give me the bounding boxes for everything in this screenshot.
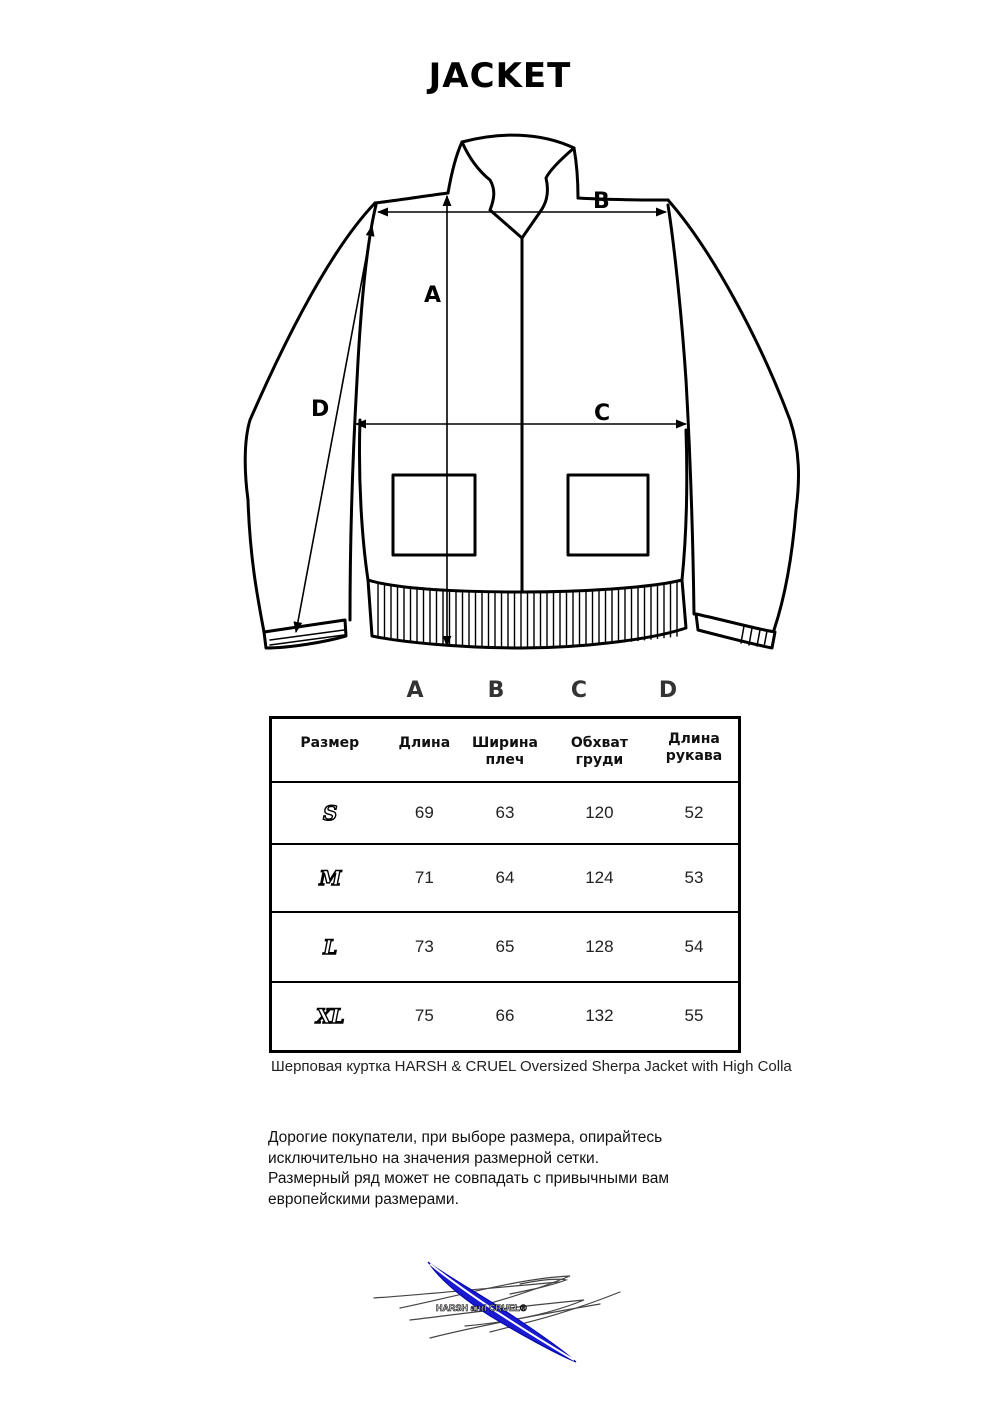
note-line: Дорогие покупатели, при выборе размера, опирайтесь [268,1129,663,1146]
length-cell: 73 [414,936,434,956]
header-size: Размер [300,735,360,751]
collar-right-fold [522,148,574,238]
product-caption: Шерповая куртка HARSH & CRUEL Oversized Sherpa Jacket with High Colla [271,1058,792,1075]
sleeve-cell: 54 [684,936,704,956]
left-pocket [393,475,475,555]
column-letter-b: B [487,678,505,703]
sleeve-cell: 52 [684,802,704,822]
sizing-note [268,1128,738,1210]
table-row [271,782,740,844]
body-right-side [682,430,687,580]
right-pocket [568,475,648,555]
header-length: Длина [398,735,451,751]
body-left-side [359,420,368,580]
brand-logo [370,1258,630,1368]
header-shoulder: Ширина плеч [471,735,538,768]
right-sleeve-inner [668,205,694,614]
table-row [271,912,740,982]
collar-outline [448,135,578,198]
note-line: Размерный ряд может не совпадать с привычными вам [268,1170,670,1187]
column-letter-d: D [658,678,678,703]
chest-cell: 120 [585,802,614,822]
note-line: исключительно на значения размерной сетки. [268,1149,600,1167]
chest-cell: 128 [585,936,614,956]
label-b: B [593,189,610,214]
size-cell: S [323,800,337,825]
sleeve-cell: 55 [684,1006,704,1026]
column-letter-a: A [406,678,424,703]
sleeve-cell: 53 [684,867,704,887]
right-shoulder [578,198,668,200]
size-table [269,716,741,1053]
table-header-row [271,718,740,782]
length-cell: 69 [414,802,434,822]
table-row [271,844,740,912]
header-chest: Обхват груди [570,735,628,768]
shoulder-cell: 63 [495,802,515,822]
size-cell: XL [315,1004,344,1029]
size-cell: L [323,934,337,959]
header-sleeve: Длина рукава [665,731,723,764]
shoulder-cell: 64 [495,867,515,887]
label-d: D [311,397,330,422]
size-cell: M [319,865,341,890]
shoulder-cell: 65 [495,936,515,956]
right-cuff [696,614,775,648]
label-a: A [424,283,442,308]
table-row [271,982,740,1052]
column-letters [0,678,1000,708]
chest-cell: 132 [585,1006,614,1026]
left-shoulder [375,193,448,203]
column-letter-c: C [570,678,588,703]
length-cell: 71 [414,867,434,887]
collar-left-fold [462,142,522,238]
label-c: C [594,401,611,426]
jacket-diagram [0,0,1000,670]
logo-text: HARSH and CRUEL® [436,1303,527,1313]
note-line: европейскими размерами. [268,1190,459,1208]
page-title: JACKET [428,56,572,96]
length-cell: 75 [414,1006,434,1026]
left-sleeve-inner [350,205,376,620]
chest-cell: 124 [585,867,614,887]
shoulder-cell: 66 [495,1006,515,1026]
